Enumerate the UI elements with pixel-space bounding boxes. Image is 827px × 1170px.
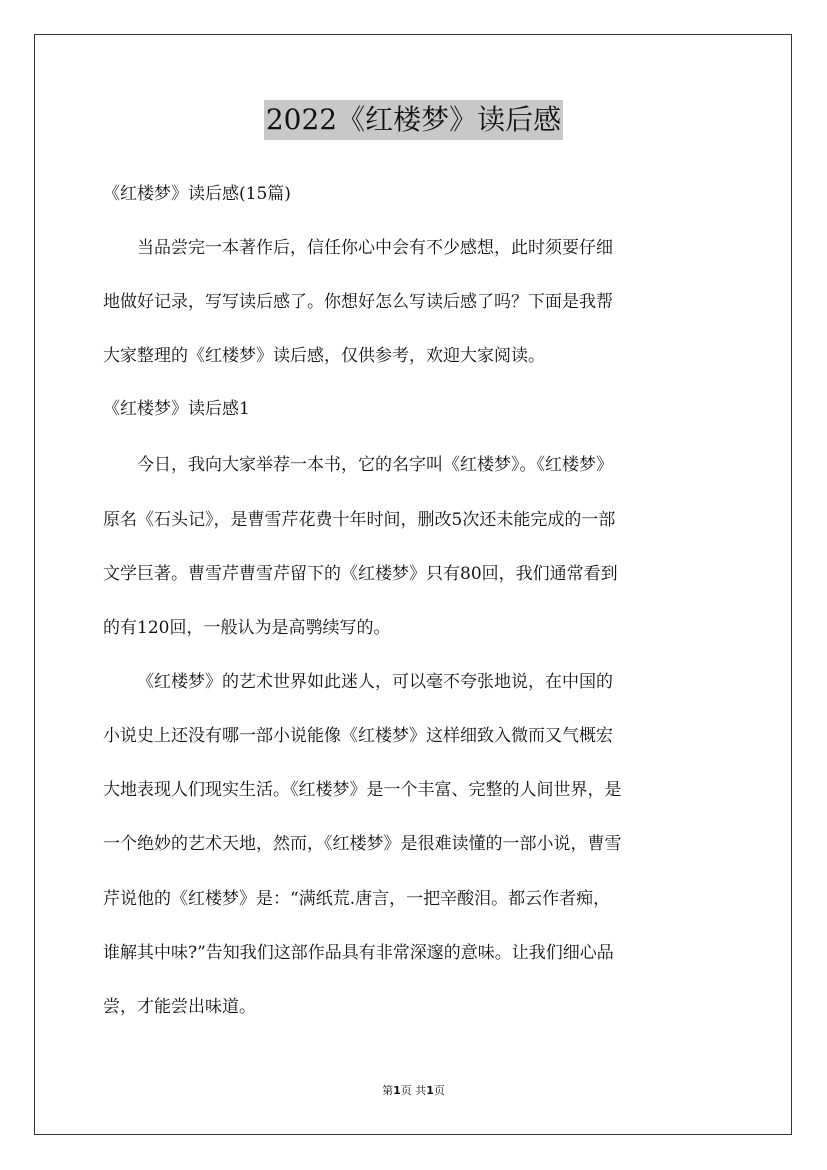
para2-line-2: 小说史上还没有哪一部小说能像《红楼梦》这样细致入微而又气概宏 — [103, 726, 613, 746]
para1-line-1: 今日，我向大家举荐一本书，它的名字叫《红楼梦》。《红楼梦》 — [137, 455, 613, 475]
intro-line-3: 大家整理的《红楼梦》读后感，仅供参考，欢迎大家阅读。 — [103, 346, 545, 366]
page-footer — [0, 1082, 827, 1098]
para2-line-4: 一个绝妙的艺术天地，然而，《红楼梦》是很难读懂的一部小说，曹雪 — [103, 834, 622, 854]
footer-mid: 页 共 — [400, 1084, 427, 1097]
title-wrap — [0, 100, 827, 140]
para1-line-3: 文学巨著。曹雪芹曹雪芹留下的《红楼梦》只有80回，我们通常看到 — [103, 564, 618, 584]
intro-line-1: 当品尝完一本著作后，信任你心中会有不少感想，此时须要仔细 — [137, 238, 613, 258]
para2-line-7: 尝，才能尝出味道。 — [103, 997, 256, 1017]
para2-line-1: 《红楼梦》的艺术世界如此迷人，可以毫不夸张地说，在中国的 — [137, 672, 613, 692]
para2-line-3: 大地表现人们现实生活。《红楼梦》是一个丰富、完整的人间世界，是 — [103, 780, 622, 800]
footer-page-total: 1 — [426, 1084, 434, 1097]
footer-prefix: 第 — [382, 1084, 394, 1097]
section-heading: 《红楼梦》读后感1 — [103, 399, 250, 419]
para1-line-4: 的有120回，一般认为是高鹗续写的。 — [103, 618, 391, 638]
footer-suffix: 页 — [433, 1084, 445, 1097]
document-subtitle: 《红楼梦》读后感(15篇) — [103, 184, 291, 204]
para2-line-5: 芹说他的《红楼梦》是：“满纸荒.唐言，一把辛酸泪。都云作者痴， — [103, 889, 611, 909]
footer-page-num: 1 — [393, 1084, 401, 1097]
para1-line-2: 原名《石头记》，是曹雪芹花费十年时间，删改5次还未能完成的一部 — [103, 510, 616, 530]
document-title: 2022《红楼梦》读后感 — [264, 100, 563, 140]
intro-line-2: 地做好记录，写写读后感了。你想好怎么写读后感了吗？下面是我帮 — [103, 292, 613, 312]
para2-line-6: 谁解其中味?”告知我们这部作品具有非常深邃的意味。让我们细心品 — [103, 943, 614, 963]
